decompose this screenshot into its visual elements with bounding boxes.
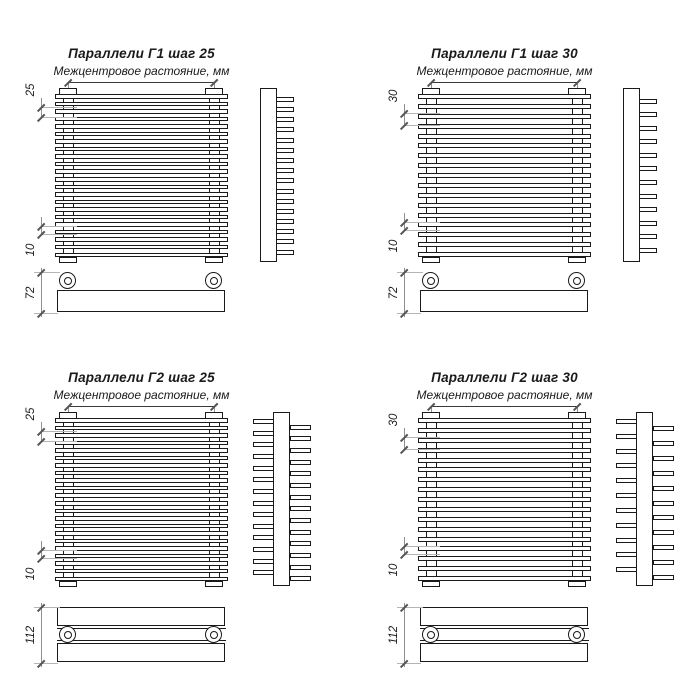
side-tube-end-right — [290, 576, 311, 581]
tube-row-bottom-view — [57, 643, 225, 662]
radiator-tube — [55, 177, 228, 182]
extension-line — [404, 230, 440, 231]
collector-end-cap — [59, 412, 77, 419]
radiator-tube — [418, 566, 591, 571]
pipe-connection-inner — [64, 277, 72, 285]
radiator-tube — [418, 114, 591, 119]
step-dim-value: 25 — [25, 83, 37, 97]
radiator-tube — [55, 109, 228, 114]
side-tube-end — [639, 221, 657, 226]
side-tube-end — [639, 139, 657, 144]
radiator-tube — [55, 147, 228, 152]
side-tube-end-right — [290, 448, 311, 453]
side-tube-end-left — [616, 552, 637, 557]
radiator-tube — [55, 169, 228, 174]
side-tube-end-right — [290, 553, 311, 558]
side-tube-end-left — [253, 442, 274, 447]
radiator-tube — [55, 222, 228, 227]
side-tube-end-left — [253, 524, 274, 529]
collector-end-cap — [422, 581, 440, 588]
pipe-connection-inner — [210, 631, 218, 639]
collector-bottom-view — [57, 628, 226, 641]
extension-line — [41, 226, 77, 227]
side-tube-end — [639, 180, 657, 185]
radiator-tube — [55, 117, 228, 122]
side-tube-end — [639, 126, 657, 131]
radiator-tube — [418, 576, 591, 581]
side-tube-end — [639, 112, 657, 117]
center-distance-label: Межцентровое растояние, мм — [53, 388, 230, 402]
side-tube-end-left — [253, 419, 274, 424]
dim-line — [41, 268, 42, 317]
radiator-tube — [55, 426, 228, 431]
step-dim-value: 30 — [388, 413, 400, 427]
radiator-tube — [55, 478, 228, 483]
tube-row-bottom-view — [420, 643, 588, 662]
extension-line — [41, 234, 77, 235]
side-tube-end — [276, 158, 294, 163]
radiator-tube — [55, 539, 228, 544]
side-tube-end-left — [253, 535, 274, 540]
tube-row-bottom-view — [420, 607, 588, 626]
extension-line — [34, 313, 58, 314]
height-dim-value: 112 — [388, 625, 400, 645]
collector-end-cap — [422, 257, 440, 264]
collector-end-cap — [59, 581, 77, 588]
side-tube-end — [276, 219, 294, 224]
radiator-tube — [418, 104, 591, 109]
radiator-tube — [55, 561, 228, 566]
extension-line — [404, 437, 440, 438]
side-tube-end — [276, 138, 294, 143]
radiator-tube — [418, 428, 591, 433]
side-tube-end-right — [653, 560, 674, 565]
drawing-g2-step25 — [20, 354, 365, 700]
radiator-tube — [55, 433, 228, 438]
radiator-tube — [55, 215, 228, 220]
side-tube-end-right — [653, 471, 674, 476]
side-tube-end — [276, 209, 294, 214]
radiator-tube — [55, 577, 228, 582]
radiator-tube — [418, 527, 591, 532]
dim-line — [68, 82, 214, 83]
gap-dim-value: 10 — [25, 567, 37, 581]
gap-dim-value: 10 — [388, 563, 400, 577]
radiator-tube — [55, 448, 228, 453]
radiator-tube — [55, 132, 228, 137]
radiator-tube — [55, 139, 228, 144]
side-tube-end-right — [653, 515, 674, 520]
side-tube-end — [276, 97, 294, 102]
side-tube-end — [276, 250, 294, 255]
extension-line — [404, 125, 440, 126]
radiator-tube — [55, 516, 228, 521]
side-tube-end — [276, 117, 294, 122]
radiator-tube — [418, 546, 591, 551]
side-tube-end-right — [290, 495, 311, 500]
radiator-tube — [418, 163, 591, 168]
radiator-tube — [418, 252, 591, 257]
radiator-tube — [55, 486, 228, 491]
collector-end-cap — [59, 88, 77, 95]
side-tube-end-right — [653, 441, 674, 446]
extension-line — [404, 546, 440, 547]
pipe-connection-inner — [427, 631, 435, 639]
radiator-tube — [55, 124, 228, 129]
center-distance-label: Межцентровое растояние, мм — [416, 64, 593, 78]
radiator-tube — [55, 463, 228, 468]
side-tube-end-left — [253, 477, 274, 482]
side-tube-end-left — [253, 489, 274, 494]
radiator-tube — [418, 477, 591, 482]
collector-end-cap — [422, 88, 440, 95]
dim-line — [431, 82, 577, 83]
side-tube-end-left — [253, 559, 274, 564]
side-tube-end-left — [616, 434, 637, 439]
radiator-tube — [55, 94, 228, 99]
gap-dim-value: 10 — [25, 243, 37, 257]
height-dim-value: 72 — [25, 286, 37, 299]
radiator-tube — [418, 242, 591, 247]
side-tube-end-left — [616, 538, 637, 543]
extension-line — [404, 113, 440, 114]
radiator-tube — [55, 554, 228, 559]
side-tube-end-left — [253, 547, 274, 552]
radiator-tube — [418, 222, 591, 227]
side-tube-end-right — [290, 460, 311, 465]
tube-row-bottom-view — [420, 290, 588, 312]
radiator-tube — [55, 245, 228, 250]
drawing-title: Параллели Г2 шаг 30 — [431, 370, 578, 385]
radiator-tube — [55, 546, 228, 551]
side-tube-end-left — [253, 501, 274, 506]
radiator-tube — [55, 207, 228, 212]
gap-dim-value: 10 — [388, 239, 400, 253]
side-tube-end-right — [290, 483, 311, 488]
side-tube-end-right — [290, 541, 311, 546]
radiator-tube — [55, 200, 228, 205]
side-tube-end-right — [290, 530, 311, 535]
side-tube-end-left — [616, 523, 637, 528]
radiator-tube — [418, 487, 591, 492]
step-dim-value: 30 — [388, 89, 400, 103]
side-tube-end — [276, 168, 294, 173]
radiator-tube — [418, 458, 591, 463]
side-tube-end — [276, 107, 294, 112]
side-tube-end-right — [290, 471, 311, 476]
radiator-tube — [55, 524, 228, 529]
radiator-tube — [55, 501, 228, 506]
dim-line — [431, 406, 577, 407]
side-tube-end-right — [653, 575, 674, 580]
dim-line — [404, 603, 405, 667]
side-tube-end — [639, 166, 657, 171]
tube-row-bottom-view — [57, 607, 225, 626]
front-view — [55, 412, 228, 587]
radiator-tube — [418, 537, 591, 542]
center-distance-label: Межцентровое растояние, мм — [53, 64, 230, 78]
radiator-tube — [55, 569, 228, 574]
radiator-tube — [55, 456, 228, 461]
radiator-tube — [418, 418, 591, 423]
radiator-tube — [55, 509, 228, 514]
radiator-tube — [55, 493, 228, 498]
radiator-tube — [55, 471, 228, 476]
radiator-tube — [418, 517, 591, 522]
side-tube-end-right — [290, 518, 311, 523]
radiator-tube — [418, 173, 591, 178]
radiator-tube — [418, 94, 591, 99]
radiator-tube — [418, 143, 591, 148]
side-tube-end-left — [253, 431, 274, 436]
collector-end-cap — [568, 88, 586, 95]
side-tube-end-left — [253, 512, 274, 517]
radiator-tube — [418, 556, 591, 561]
front-view — [418, 88, 591, 263]
collector-end-cap — [422, 412, 440, 419]
side-collector — [260, 88, 277, 262]
radiator-tube — [418, 134, 591, 139]
side-tube-end — [639, 99, 657, 104]
extension-line — [41, 558, 77, 559]
side-tube-end-right — [290, 425, 311, 430]
drawing-title: Параллели Г1 шаг 30 — [431, 46, 578, 61]
pipe-connection-inner — [64, 631, 72, 639]
side-tube-end-right — [290, 506, 311, 511]
collector-end-cap — [205, 581, 223, 588]
pipe-connection-inner — [427, 277, 435, 285]
radiator-tube — [418, 193, 591, 198]
front-view — [55, 88, 228, 263]
extension-line — [41, 431, 77, 432]
dim-line — [68, 406, 214, 407]
dim-line — [404, 268, 405, 317]
radiator-tube — [418, 203, 591, 208]
radiator-tube — [55, 154, 228, 159]
radiator-tube — [418, 438, 591, 443]
side-tube-end — [276, 127, 294, 132]
extension-line — [34, 663, 58, 664]
radiator-tube — [418, 124, 591, 129]
radiator-tube — [55, 418, 228, 423]
radiator-tube — [418, 507, 591, 512]
extension-line — [397, 663, 421, 664]
side-tube-end-left — [616, 463, 637, 468]
extension-line — [41, 117, 77, 118]
side-tube-end-left — [253, 466, 274, 471]
extension-line — [41, 441, 77, 442]
radiator-tube — [55, 192, 228, 197]
collector-end-cap — [568, 581, 586, 588]
extension-line — [404, 222, 440, 223]
dim-line — [41, 603, 42, 667]
radiator-tube — [418, 232, 591, 237]
side-tube-end-left — [253, 454, 274, 459]
radiator-tube — [55, 185, 228, 190]
side-tube-end-right — [653, 530, 674, 535]
pipe-connection-inner — [573, 631, 581, 639]
side-tube-end-left — [616, 493, 637, 498]
side-collector — [273, 412, 290, 586]
side-tube-end — [639, 248, 657, 253]
collector-end-cap — [205, 88, 223, 95]
extension-line — [41, 107, 77, 108]
side-tube-end-right — [653, 426, 674, 431]
step-dim-value: 25 — [25, 407, 37, 421]
radiator-tube — [418, 497, 591, 502]
collector-end-cap — [205, 257, 223, 264]
radiator-tube — [418, 213, 591, 218]
side-tube-end-right — [653, 545, 674, 550]
collector-end-cap — [59, 257, 77, 264]
side-tube-end-left — [616, 508, 637, 513]
side-tube-end — [276, 199, 294, 204]
radiator-tube — [418, 153, 591, 158]
radiator-tube — [418, 183, 591, 188]
side-collector — [623, 88, 640, 262]
side-tube-end-right — [653, 456, 674, 461]
height-dim-value: 72 — [388, 286, 400, 299]
side-tube-end — [639, 153, 657, 158]
collector-bottom-view — [420, 628, 589, 641]
side-collector — [636, 412, 653, 586]
collector-end-cap — [568, 412, 586, 419]
height-dim-value: 112 — [25, 625, 37, 645]
collector-end-cap — [205, 412, 223, 419]
side-tube-end — [639, 207, 657, 212]
radiator-tube — [55, 230, 228, 235]
side-tube-end — [276, 178, 294, 183]
radiator-tube — [55, 237, 228, 242]
side-tube-end — [276, 229, 294, 234]
drawing-g1-step30 — [383, 30, 700, 376]
side-tube-end — [276, 148, 294, 153]
side-tube-end — [276, 239, 294, 244]
center-distance-label: Межцентровое растояние, мм — [416, 388, 593, 402]
tube-row-bottom-view — [57, 290, 225, 312]
drawing-g1-step25 — [20, 30, 365, 376]
radiator-tube — [418, 448, 591, 453]
side-tube-end-right — [290, 565, 311, 570]
side-tube-end — [639, 234, 657, 239]
radiator-tube — [55, 102, 228, 107]
drawing-g2-step30 — [383, 354, 700, 700]
radiator-tube — [55, 162, 228, 167]
radiator-tube — [55, 253, 228, 258]
drawing-title: Параллели Г2 шаг 25 — [68, 370, 215, 385]
extension-line — [397, 313, 421, 314]
side-tube-end-left — [616, 449, 637, 454]
side-tube-end-right — [653, 486, 674, 491]
radiator-tube — [55, 441, 228, 446]
extension-line — [404, 554, 440, 555]
radiator-tube — [418, 467, 591, 472]
extension-line — [41, 550, 77, 551]
side-tube-end — [276, 189, 294, 194]
side-tube-end-left — [616, 419, 637, 424]
side-tube-end — [639, 194, 657, 199]
radiator-tube — [55, 531, 228, 536]
collector-end-cap — [568, 257, 586, 264]
side-tube-end-right — [653, 501, 674, 506]
side-tube-end-right — [290, 436, 311, 441]
front-view — [418, 412, 591, 587]
side-tube-end-left — [253, 570, 274, 575]
side-tube-end-left — [616, 478, 637, 483]
pipe-connection-inner — [210, 277, 218, 285]
pipe-connection-inner — [573, 277, 581, 285]
side-tube-end-left — [616, 567, 637, 572]
extension-line — [404, 449, 440, 450]
drawing-title: Параллели Г1 шаг 25 — [68, 46, 215, 61]
